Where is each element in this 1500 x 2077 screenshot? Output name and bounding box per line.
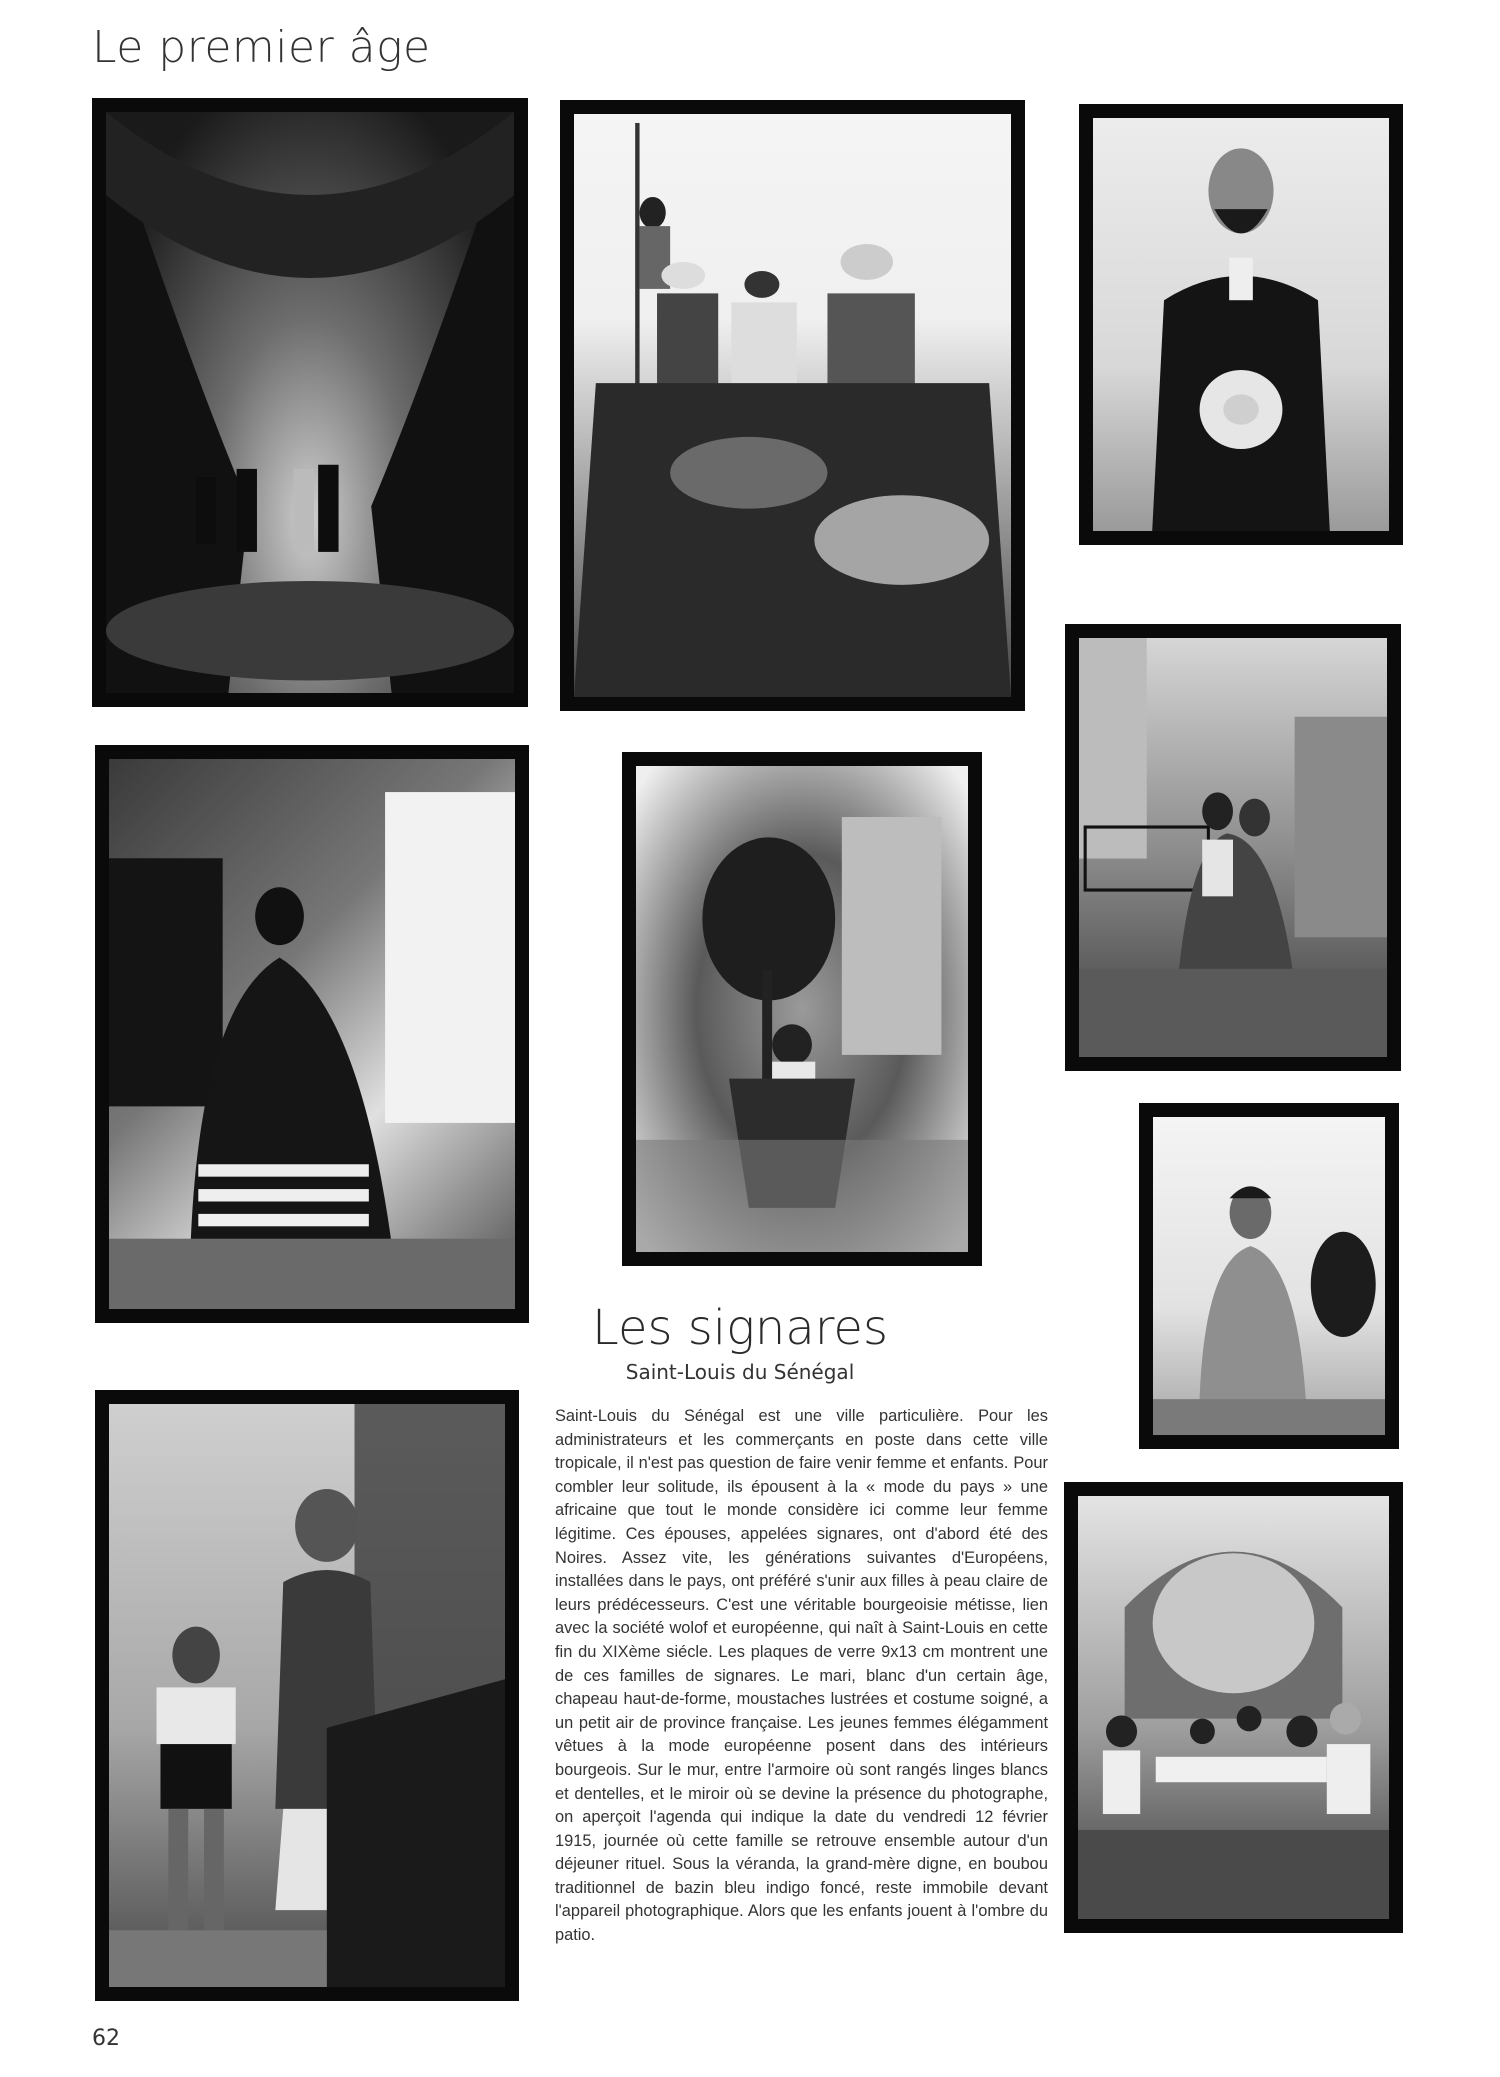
photo-women-on-bed	[1065, 624, 1401, 1071]
photo-signare-grandmother	[95, 745, 529, 1323]
photo-bamboo-alley	[92, 98, 528, 707]
page-number: 62	[92, 2026, 120, 2051]
photo-gentleman-portrait	[1079, 104, 1403, 545]
section-title: Le premier âge	[92, 22, 431, 73]
article-body: Saint-Louis du Sénégal est une ville particulière. Pour les administrateurs et les commerçants en poste dans cette ville tropicale, il n'est pas question de faire venir femme et enfants. Pour combler leur solitude, ils épousent à la « mode du pays » une africaine que tout le monde considère ici comme leur femme légitime. Ces épouses, appelées signares, ont d'abord été des Noires. Assez vite, les générations suivantes d'Européens, installées dans le pays, ont préféré s'unir aux filles à peau claire de leurs prédécesseurs. C'est une véritable bourgeoisie métisse, lien avec la société wolof et européenne, qui naît à Saint-Louis en cette fin du XIXème siécle. Les plaques de verre 9x13 cm montrent une de ces familles de signares. Le mari, blanc d'un certain âge, chapeau haut-de-forme, moustaches lustrées et costume soigné, a un petit air de province française. Les jeunes femmes élégamment vêtues à la mode européenne posent dans des intérieurs bourgeois. Sur le mur, entre l'armoire où sont rangés linges blancs et dentelles, et le miroir où se devine la présence du photographe, on aperçoit l'agenda qui indique la date du vendredi 12 février 1915, journée où cette famille se retrouve ensemble autour d'un déjeuner rituel. Sous la véranda, la grand-mère digne, en boubou traditionnel de bazin bleu indigo foncé, reste immobile devant l'appareil photographique. Alors que les enfants jouent à l'ombre du patio.	[555, 1407, 1048, 1945]
article-title: Les signares	[592, 1300, 888, 1356]
photo-boy-and-woman-stairs	[95, 1390, 519, 2001]
photo-veranda-family-lunch	[1064, 1482, 1403, 1933]
photo-young-woman-seated	[1139, 1103, 1399, 1449]
photo-boat-travellers	[560, 100, 1025, 711]
photo-child-in-tub	[622, 752, 982, 1266]
article-subtitle: Saint-Louis du Sénégal	[625, 1360, 855, 1384]
